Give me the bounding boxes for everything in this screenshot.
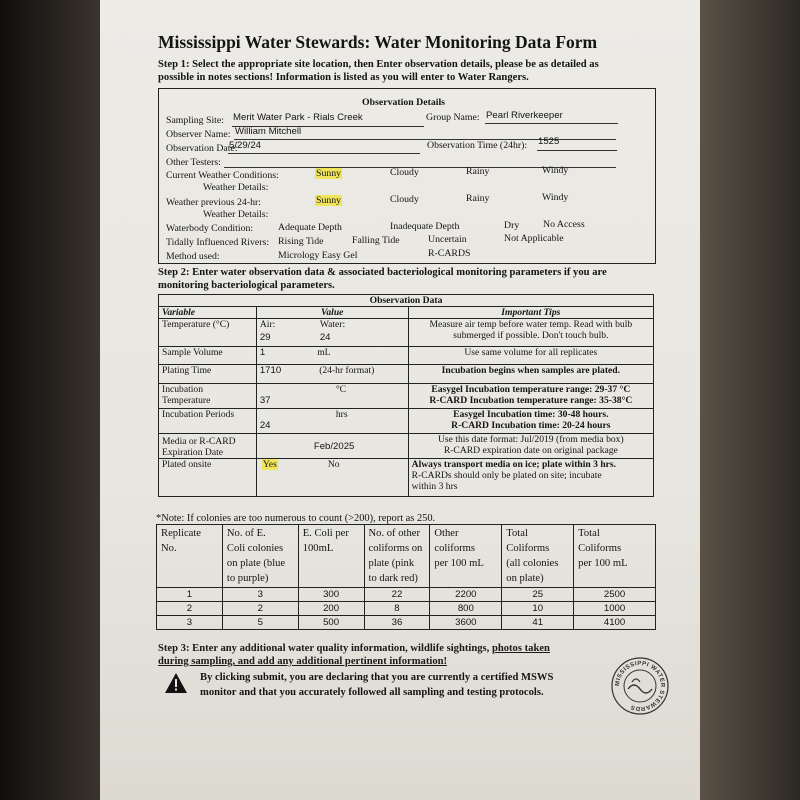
- current-weather-label: Current Weather Conditions:: [166, 170, 279, 181]
- plating-time-unit: (24-hr format): [319, 365, 375, 376]
- temperature-values: [256, 319, 408, 347]
- prev-weather-label: Weather previous 24-hr:: [166, 197, 261, 208]
- mississippi-water-stewards-seal: [610, 656, 670, 716]
- sampling-site-value[interactable]: Merit Water Park - Rials Creek: [233, 112, 363, 123]
- incubation-periods-label: Incubation Periods: [159, 409, 257, 434]
- cell-total-per-100ml[interactable]: 4100: [574, 616, 656, 630]
- col-variable: Variable: [159, 307, 257, 319]
- cell-total-coliforms[interactable]: 10: [502, 602, 574, 616]
- tidal-uncertain[interactable]: Uncertain: [428, 234, 467, 245]
- svg-text:MISSISSIPPI WATER STEWARDS: MISSISSIPPI WATER STEWARDS: [614, 660, 666, 712]
- current-weather-details-label: Weather Details:: [203, 182, 269, 193]
- row-plated-onsite: [159, 459, 654, 497]
- waterbody-dry[interactable]: Dry: [504, 220, 520, 231]
- tidal-rising-tide[interactable]: Rising Tide: [278, 236, 324, 247]
- step3-link-continued[interactable]: during sampling, and add any additional pertinent information!: [158, 656, 448, 667]
- row-incubation-temperature: [159, 384, 654, 409]
- water-label: Water:: [319, 319, 346, 330]
- prev-weather-rainy[interactable]: Rainy: [466, 193, 490, 204]
- incubation-temperature-tip: Easygel Incubation temperature range: 29-37 °C R-CARD Incubation temperature range: 35-38°C: [408, 384, 653, 409]
- step1-line2: possible in notes sections! Information is listed as you will enter to Water Rangers.: [158, 72, 529, 83]
- cell-other-coliforms[interactable]: 36: [364, 616, 430, 630]
- observation-data-header: Observation Data: [159, 295, 654, 307]
- waterbody-inadequate-depth[interactable]: Inadequate Depth: [390, 221, 460, 232]
- replicates-table: [156, 524, 656, 630]
- prev-weather-cloudy[interactable]: Cloudy: [390, 194, 419, 205]
- step3-text: [158, 642, 550, 668]
- media-expiration-tip: Use this date format: Jul/2019 (from media box) R-CARD expiration date on original package: [408, 434, 653, 459]
- observation-data-table: [158, 294, 654, 497]
- sample-volume-value[interactable]: 1: [259, 347, 266, 358]
- cell-total-per-100ml[interactable]: 2500: [574, 588, 656, 602]
- row-incubation-periods: [159, 409, 654, 434]
- table-row: [157, 602, 656, 616]
- air-value[interactable]: 29: [259, 332, 271, 343]
- row-temperature: [159, 319, 654, 347]
- cell-replicate: 1: [157, 588, 223, 602]
- other-testers-label: Other Testers:: [166, 157, 221, 168]
- observer-name-label: Observer Name:: [166, 129, 231, 140]
- incubation-periods-unit: hrs: [335, 409, 348, 420]
- declaration-text: [200, 670, 553, 700]
- header-total-coliforms-per-100ml: Total Coliforms per 100 mL: [574, 525, 656, 588]
- plating-time-value[interactable]: 1710: [259, 365, 282, 376]
- incubation-periods-tip: Easygel Incubation time: 30-48 hours. R-CARD Incubation time: 20-24 hours: [408, 409, 653, 434]
- colonies-note: *Note: If colonies are too numerous to count (>200), report as 250.: [156, 513, 436, 524]
- cell-other-per-100ml[interactable]: 2200: [430, 588, 502, 602]
- cell-replicate: 3: [157, 616, 223, 630]
- plating-time-tip: Incubation begins when samples are plated.: [408, 365, 653, 384]
- observation-time-line: [537, 150, 617, 151]
- col-important-tips: Important Tips: [408, 307, 653, 319]
- observer-name-value[interactable]: William Mitchell: [235, 126, 302, 137]
- cell-ecoli-per-100ml[interactable]: 500: [298, 616, 364, 630]
- cell-replicate: 2: [157, 602, 223, 616]
- step1-line1: Step 1: Select the appropriate site location, then Enter observation details, please be as detailed as: [158, 59, 599, 70]
- table-row: [157, 616, 656, 630]
- method-micrology-easy-gel[interactable]: Micrology Easy Gel: [278, 250, 358, 261]
- cell-ecoli-colonies[interactable]: 3: [222, 588, 298, 602]
- background-right: [700, 0, 800, 800]
- incubation-periods-value[interactable]: 24: [259, 420, 271, 431]
- table-row: [157, 588, 656, 602]
- waterbody-adequate-depth[interactable]: Adequate Depth: [278, 222, 342, 233]
- group-name-line: [485, 123, 618, 124]
- header-replicate-no: Replicate No.: [157, 525, 223, 588]
- group-name-value[interactable]: Pearl Riverkeeper: [486, 110, 563, 121]
- col-value: Value: [256, 307, 408, 319]
- cell-other-per-100ml[interactable]: 800: [430, 602, 502, 616]
- incubation-temperature-unit: °C: [335, 384, 347, 395]
- prev-weather-sunny[interactable]: Sunny: [316, 195, 342, 206]
- cell-total-coliforms[interactable]: 25: [502, 588, 574, 602]
- prev-weather-windy[interactable]: Windy: [542, 192, 569, 203]
- row-media-expiration: [159, 434, 654, 459]
- step3-prefix: Step 3: Enter any additional water quality information, wildlife sightings,: [158, 643, 492, 654]
- replicates-header-row: [157, 525, 656, 588]
- plated-onsite-yes[interactable]: Yes: [262, 459, 277, 470]
- form-paper: [100, 0, 700, 800]
- step2-text: [158, 266, 607, 292]
- step2-line1: Step 2: Enter water observation data & associated bacteriological monitoring parameters if you are: [158, 267, 607, 278]
- sample-volume-tip: Use same volume for all replicates: [408, 347, 653, 365]
- media-expiration-value[interactable]: Feb/2025: [313, 440, 355, 452]
- current-weather-sunny[interactable]: Sunny: [316, 168, 342, 179]
- observation-date-value[interactable]: 5/29/24: [229, 140, 262, 151]
- cell-ecoli-per-100ml[interactable]: 300: [298, 588, 364, 602]
- background-left: [0, 0, 100, 800]
- header-other-coliforms-plate: No. of other coliforms on plate (pink to dark red): [364, 525, 430, 588]
- observation-time-label: Observation Time (24hr):: [427, 140, 528, 151]
- plating-time-label: Plating Time: [159, 365, 257, 384]
- observation-date-line: [228, 153, 420, 154]
- media-expiration-label: Media or R-CARD Expiration Date: [159, 434, 257, 459]
- tidal-rivers-label: Tidally Influenced Rivers:: [166, 237, 270, 248]
- water-value[interactable]: 24: [319, 332, 331, 343]
- tidal-not-applicable[interactable]: Not Applicable: [504, 233, 564, 244]
- observation-details-header: Observation Details: [362, 97, 445, 108]
- group-name-label: Group Name:: [426, 112, 480, 123]
- header-other-coliforms-per-100ml: Other coliforms per 100 mL: [430, 525, 502, 588]
- cell-ecoli-colonies[interactable]: 2: [222, 602, 298, 616]
- tidal-falling-tide[interactable]: Falling Tide: [352, 235, 400, 246]
- observation-time-value[interactable]: 1525: [538, 136, 560, 147]
- header-total-coliforms-plate: Total Coliforms (all colonies on plate): [502, 525, 574, 588]
- waterbody-condition-label: Waterbody Condition:: [166, 223, 254, 234]
- cell-other-per-100ml[interactable]: 3600: [430, 616, 502, 630]
- incubation-temperature-label: Incubation Temperature: [159, 384, 257, 409]
- sample-volume-unit: mL: [317, 347, 331, 358]
- cell-other-coliforms[interactable]: 22: [364, 588, 430, 602]
- cell-ecoli-colonies[interactable]: 5: [222, 616, 298, 630]
- current-weather-rainy[interactable]: Rainy: [466, 166, 490, 177]
- cell-total-coliforms[interactable]: 41: [502, 616, 574, 630]
- warning-icon: [164, 672, 188, 694]
- step3-photos-link[interactable]: photos taken: [491, 643, 550, 654]
- plated-onsite-label: Plated onsite: [159, 459, 257, 497]
- step1-text: [158, 58, 599, 84]
- cell-other-coliforms[interactable]: 8: [364, 602, 430, 616]
- cell-total-per-100ml[interactable]: 1000: [574, 602, 656, 616]
- waterbody-no-access[interactable]: No Access: [543, 219, 585, 230]
- prev-weather-details-label: Weather Details:: [203, 209, 269, 220]
- observation-date-label: Observation Date:: [166, 143, 238, 154]
- current-weather-cloudy[interactable]: Cloudy: [390, 167, 419, 178]
- row-sample-volume: [159, 347, 654, 365]
- step2-line2: monitoring bacteriological parameters.: [158, 280, 335, 291]
- cell-ecoli-per-100ml[interactable]: 200: [298, 602, 364, 616]
- air-label: Air:: [259, 319, 276, 330]
- form-title: Mississippi Water Stewards: Water Monitoring Data Form: [158, 32, 598, 52]
- observation-data-column-headers: [159, 307, 654, 319]
- declaration-line2: monitor and that you accurately followed all sampling and testing protocols.: [200, 687, 544, 698]
- plated-onsite-tip: Always transport media on ice; plate within 3 hrs. R-CARDs should only be plated on site; incubate within 3 hrs: [408, 459, 653, 497]
- temperature-tip: Measure air temp before water temp. Read with bulb submerged if possible. Don't touch bulb.: [408, 319, 653, 347]
- method-r-cards[interactable]: R-CARDS: [428, 248, 471, 259]
- temperature-label: Temperature (°C): [159, 319, 257, 347]
- incubation-temperature-value[interactable]: 37: [259, 395, 271, 406]
- header-ecoli-per-100ml: E. Coli per 100mL: [298, 525, 364, 588]
- row-plating-time: [159, 365, 654, 384]
- declaration-line1: By clicking submit, you are declaring that you are currently a certified MSWS: [200, 672, 554, 683]
- method-used-label: Method used:: [166, 251, 220, 262]
- header-ecoli-colonies: No. of E. Coli colonies on plate (blue to purple): [222, 525, 298, 588]
- plated-onsite-no[interactable]: No: [327, 459, 340, 470]
- current-weather-windy[interactable]: Windy: [542, 165, 569, 176]
- sampling-site-label: Sampling Site:: [166, 115, 224, 126]
- sample-volume-label: Sample Volume: [159, 347, 257, 365]
